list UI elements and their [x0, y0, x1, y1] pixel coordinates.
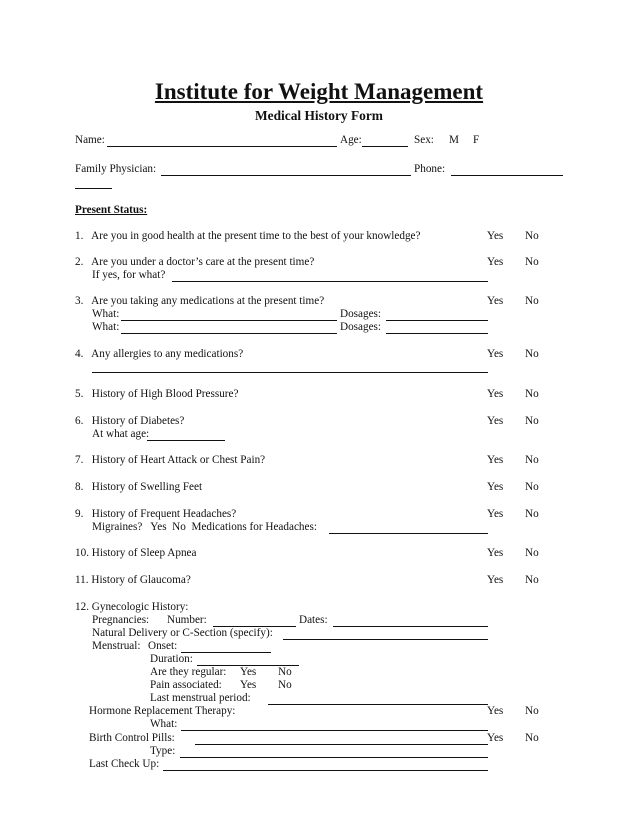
q7-no[interactable]: No: [525, 454, 539, 466]
q9-no[interactable]: No: [525, 508, 539, 520]
question-3: 3. Are you taking any medications at the present time?: [75, 295, 325, 307]
q2-followup-field[interactable]: [172, 281, 488, 282]
regular-no[interactable]: No: [278, 666, 292, 678]
question-9: 9. History of Frequent Headaches?: [75, 508, 237, 520]
hrt-no[interactable]: No: [525, 705, 539, 717]
age-field[interactable]: [362, 146, 408, 147]
regular-yes[interactable]: Yes: [240, 666, 257, 678]
question-12: 12. Gynecologic History:: [75, 601, 189, 613]
q3-yes[interactable]: Yes: [487, 295, 504, 307]
birth-control-field[interactable]: [195, 744, 488, 745]
q7-yes[interactable]: Yes: [487, 454, 504, 466]
regular-label: Are they regular:: [150, 666, 227, 678]
name-field[interactable]: [107, 146, 337, 147]
q11-yes[interactable]: Yes: [487, 574, 504, 586]
menstrual-label: Menstrual:: [92, 640, 141, 652]
medication-what-field-2[interactable]: [121, 333, 337, 334]
q8-no[interactable]: No: [525, 481, 539, 493]
question-6: 6. History of Diabetes?: [75, 415, 185, 427]
last-period-label: Last menstrual period:: [150, 692, 251, 704]
migraines-line: Migraines? Yes No Medications for Headaches:: [92, 521, 317, 533]
hrt-label: Hormone Replacement Therapy:: [89, 705, 236, 717]
present-status-heading: Present Status:: [75, 204, 148, 216]
birth-control-type-label: Type:: [150, 745, 176, 757]
pain-associated-no[interactable]: No: [278, 679, 292, 691]
hrt-what-field[interactable]: [181, 730, 488, 731]
q2-yes[interactable]: Yes: [487, 256, 504, 268]
onset-label: Onset:: [148, 640, 178, 652]
q1-no[interactable]: No: [525, 230, 539, 242]
q6-yes[interactable]: Yes: [487, 415, 504, 427]
document-title: Institute for Weight Management: [154, 79, 484, 104]
dosages-field-2[interactable]: [386, 333, 488, 334]
q6-no[interactable]: No: [525, 415, 539, 427]
birth-control-no[interactable]: No: [525, 732, 539, 744]
pregnancies-label: Pregnancies:: [92, 614, 150, 626]
q3-no[interactable]: No: [525, 295, 539, 307]
medication-what-field-1[interactable]: [121, 320, 337, 321]
q5-no[interactable]: No: [525, 388, 539, 400]
onset-field[interactable]: [181, 652, 271, 653]
dosages-field-1[interactable]: [386, 320, 488, 321]
medication-what-label-2: What:: [92, 321, 120, 333]
birth-control-yes[interactable]: Yes: [487, 732, 504, 744]
diabetes-age-label: At what age:: [92, 428, 150, 440]
last-checkup-label: Last Check Up:: [89, 758, 160, 770]
phone-field-continued[interactable]: [75, 188, 112, 189]
name-label: Name:: [75, 134, 105, 146]
physician-label: Family Physician:: [75, 163, 157, 175]
question-2: 2. Are you under a doctor’s care at the present time?: [75, 256, 315, 268]
q10-yes[interactable]: Yes: [487, 547, 504, 559]
pregnancies-dates-field[interactable]: [333, 626, 488, 627]
phone-field[interactable]: [451, 175, 563, 176]
pregnancies-number-label: Number:: [167, 614, 207, 626]
question-1: 1. Are you in good health at the present time to the best of your knowledge?: [75, 230, 421, 242]
question-11: 11. History of Glaucoma?: [75, 574, 191, 586]
sex-f-option[interactable]: F: [473, 134, 480, 146]
phone-label: Phone:: [414, 163, 446, 175]
q2-no[interactable]: No: [525, 256, 539, 268]
dosages-label-1: Dosages:: [340, 308, 382, 320]
question-8: 8. History of Swelling Feet: [75, 481, 203, 493]
sex-label: Sex:: [414, 134, 434, 146]
dosages-label-2: Dosages:: [340, 321, 382, 333]
q4-yes[interactable]: Yes: [487, 348, 504, 360]
last-checkup-field[interactable]: [163, 770, 488, 771]
question-4: 4. Any allergies to any medications?: [75, 348, 244, 360]
q4-no[interactable]: No: [525, 348, 539, 360]
sex-m-option[interactable]: M: [449, 134, 459, 146]
document-subtitle: Medical History Form: [255, 108, 383, 123]
allergies-field[interactable]: [92, 372, 488, 373]
q2-followup-label: If yes, for what?: [92, 269, 166, 281]
last-period-field[interactable]: [268, 704, 488, 705]
q8-yes[interactable]: Yes: [487, 481, 504, 493]
hrt-yes[interactable]: Yes: [487, 705, 504, 717]
duration-label: Duration:: [150, 653, 193, 665]
question-7: 7. History of Heart Attack or Chest Pain?: [75, 454, 266, 466]
q10-no[interactable]: No: [525, 547, 539, 559]
hrt-what-label: What:: [150, 718, 178, 730]
question-10: 10. History of Sleep Apnea: [75, 547, 197, 559]
q9-yes[interactable]: Yes: [487, 508, 504, 520]
birth-control-type-field[interactable]: [180, 757, 488, 758]
pain-associated-yes[interactable]: Yes: [240, 679, 257, 691]
birth-control-label: Birth Control Pills:: [89, 732, 175, 744]
q1-yes[interactable]: Yes: [487, 230, 504, 242]
delivery-type-label: Natural Delivery or C-Section (specify):: [92, 627, 273, 639]
diabetes-age-field[interactable]: [147, 440, 225, 441]
headache-medications-field[interactable]: [329, 533, 488, 534]
pain-associated-label: Pain associated:: [150, 679, 222, 691]
age-label: Age:: [340, 134, 362, 146]
question-5: 5. History of High Blood Pressure?: [75, 388, 239, 400]
pregnancies-dates-label: Dates:: [299, 614, 328, 626]
q5-yes[interactable]: Yes: [487, 388, 504, 400]
medication-what-label-1: What:: [92, 308, 120, 320]
delivery-type-field[interactable]: [283, 639, 488, 640]
q11-no[interactable]: No: [525, 574, 539, 586]
physician-field[interactable]: [161, 175, 411, 176]
